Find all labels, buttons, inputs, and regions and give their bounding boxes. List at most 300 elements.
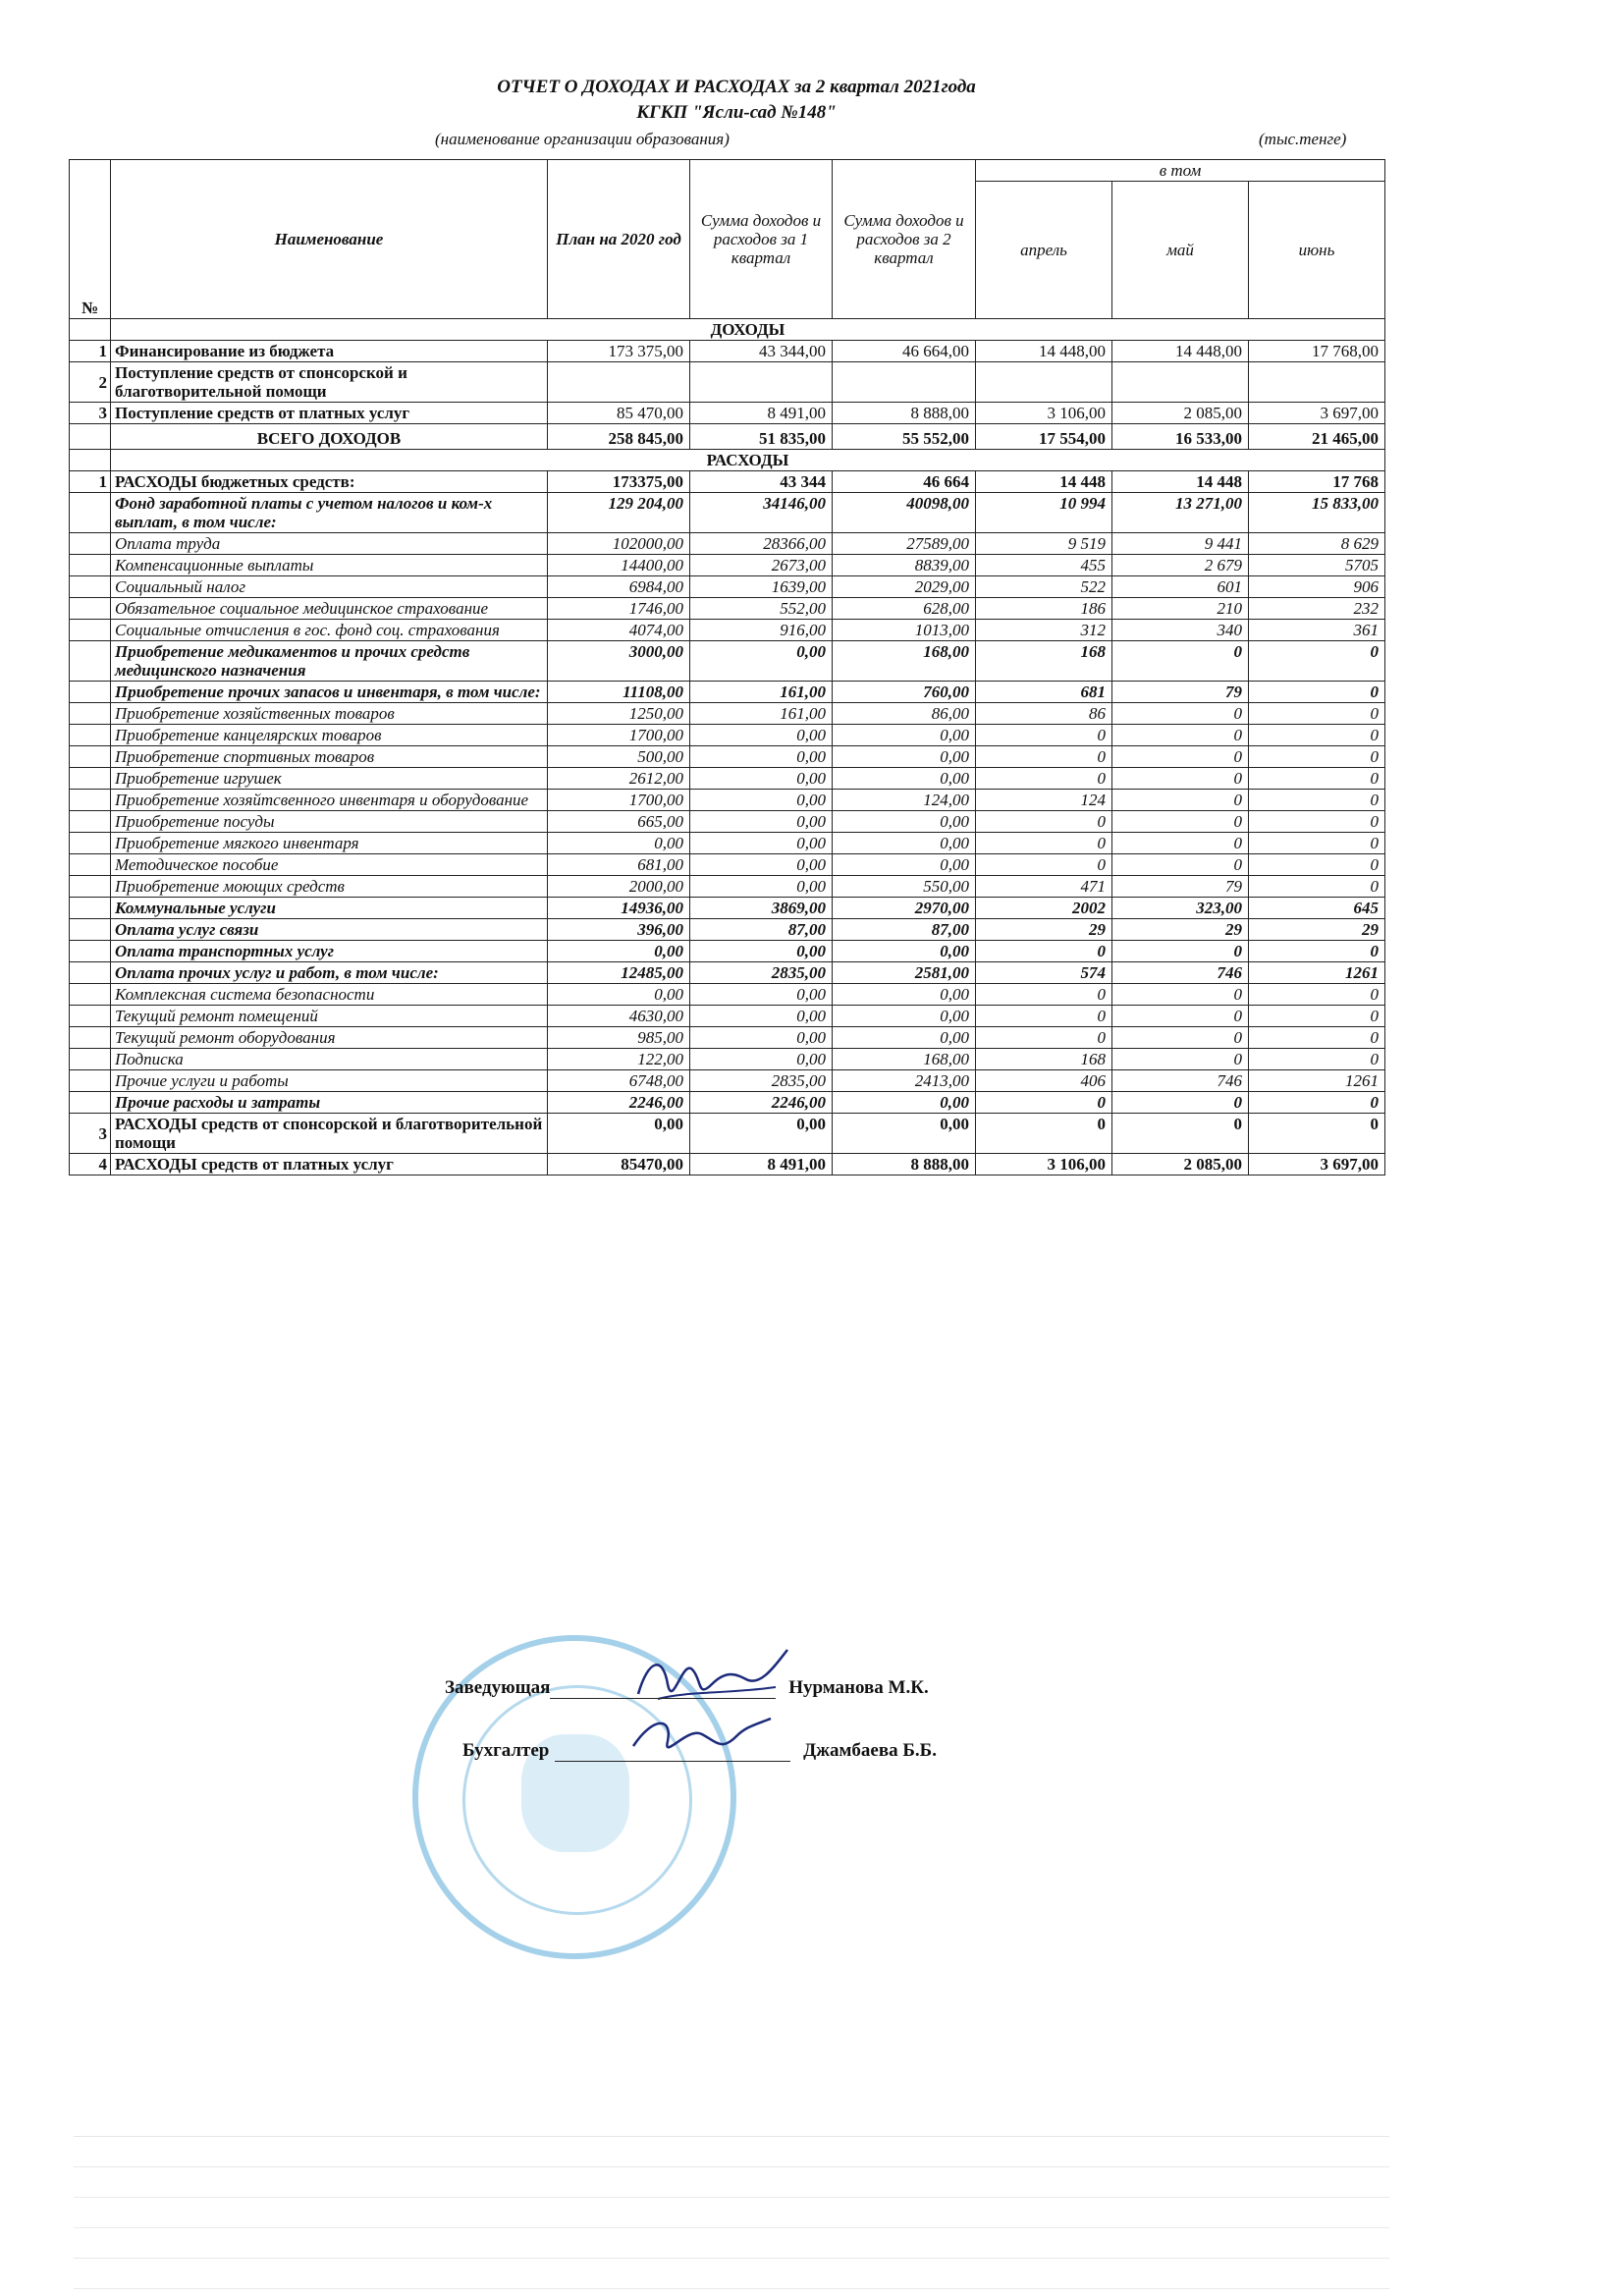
cell-q1: 34146,00 — [690, 493, 833, 533]
cell-q2: 2581,00 — [833, 962, 976, 984]
cell-may: 0 — [1112, 833, 1249, 854]
col-name-header: Наименование — [111, 160, 548, 319]
cell-apr: 29 — [976, 919, 1112, 941]
row-name: Прочие услуги и работы — [111, 1070, 548, 1092]
cell-may: 0 — [1112, 703, 1249, 725]
row-number — [70, 898, 111, 919]
cell-q2: 0,00 — [833, 811, 976, 833]
row-number: 4 — [70, 1154, 111, 1175]
cell-plan: 0,00 — [548, 1114, 690, 1154]
report-table — [69, 159, 1385, 1175]
cell-plan: 258 845,00 — [548, 424, 690, 450]
col-may-header: май — [1112, 182, 1249, 319]
row-number — [70, 941, 111, 962]
row-name: Приобретение прочих запасов и инвентаря, в том числе: — [111, 682, 548, 703]
cell-apr: 0 — [976, 1114, 1112, 1154]
cell-q2: 0,00 — [833, 984, 976, 1006]
row-name: Приобретение посуды — [111, 811, 548, 833]
cell-q2: 46 664 — [833, 471, 976, 493]
cell-plan: 122,00 — [548, 1049, 690, 1070]
row-name: Оплата труда — [111, 533, 548, 555]
table-row — [70, 403, 1385, 424]
row-name: Поступление средств от спонсорской и благотворительной помощи — [111, 362, 548, 403]
table-row — [70, 362, 1385, 403]
cell-may: 746 — [1112, 962, 1249, 984]
table-row — [70, 1006, 1385, 1027]
cell-apr: 86 — [976, 703, 1112, 725]
org-caption: (наименование организации образования) — [435, 130, 730, 148]
cell-jun: 0 — [1249, 1049, 1385, 1070]
cell-apr: 3 106,00 — [976, 403, 1112, 424]
table-row — [70, 1092, 1385, 1114]
table-row — [70, 703, 1385, 725]
cell-jun: 29 — [1249, 919, 1385, 941]
row-number — [70, 682, 111, 703]
row-name: Оплата услуг связи — [111, 919, 548, 941]
bleed-through-background — [74, 2136, 1389, 2294]
cell-q2: 0,00 — [833, 725, 976, 746]
table-row — [70, 1154, 1385, 1175]
cell-may: 2 085,00 — [1112, 1154, 1249, 1175]
row-name: Приобретение мягкого инвентаря — [111, 833, 548, 854]
cell-apr: 14 448 — [976, 471, 1112, 493]
cell-q2: 168,00 — [833, 1049, 976, 1070]
cell-jun: 3 697,00 — [1249, 1154, 1385, 1175]
cell-q1: 0,00 — [690, 1114, 833, 1154]
cell-may: 79 — [1112, 682, 1249, 703]
row-number — [70, 1027, 111, 1049]
cell-jun: 17 768,00 — [1249, 341, 1385, 362]
cell-q2: 40098,00 — [833, 493, 976, 533]
cell-plan: 0,00 — [548, 833, 690, 854]
row-name: Приобретение игрушек — [111, 768, 548, 790]
row-number — [70, 876, 111, 898]
cell-q1: 0,00 — [690, 768, 833, 790]
table-row — [70, 746, 1385, 768]
cell-may: 2 679 — [1112, 555, 1249, 576]
row-number: 3 — [70, 1114, 111, 1154]
cell-q1: 2835,00 — [690, 962, 833, 984]
row-number — [70, 1070, 111, 1092]
income-section-header — [70, 319, 1385, 341]
cell-apr: 14 448,00 — [976, 341, 1112, 362]
cell-q1: 28366,00 — [690, 533, 833, 555]
table-row — [70, 341, 1385, 362]
cell-apr: 17 554,00 — [976, 424, 1112, 450]
row-name: Текущий ремонт помещений — [111, 1006, 548, 1027]
cell-jun: 3 697,00 — [1249, 403, 1385, 424]
section-number-cell — [70, 319, 111, 341]
table-row — [70, 555, 1385, 576]
cell-q2: 0,00 — [833, 1114, 976, 1154]
col-april-header: апрель — [976, 182, 1112, 319]
cell-q2: 0,00 — [833, 833, 976, 854]
row-number — [70, 919, 111, 941]
row-number — [70, 984, 111, 1006]
cell-plan: 2612,00 — [548, 768, 690, 790]
cell-q1 — [690, 362, 833, 403]
row-number — [70, 598, 111, 620]
cell-may: 0 — [1112, 941, 1249, 962]
cell-apr: 168 — [976, 1049, 1112, 1070]
cell-q1: 51 835,00 — [690, 424, 833, 450]
row-number: 2 — [70, 362, 111, 403]
cell-apr: 186 — [976, 598, 1112, 620]
report-body — [70, 319, 1385, 1175]
cell-plan: 681,00 — [548, 854, 690, 876]
cell-plan: 1700,00 — [548, 725, 690, 746]
row-name: Финансирование из бюджета — [111, 341, 548, 362]
cell-apr: 574 — [976, 962, 1112, 984]
cell-apr: 455 — [976, 555, 1112, 576]
cell-jun: 17 768 — [1249, 471, 1385, 493]
cell-jun: 906 — [1249, 576, 1385, 598]
cell-apr: 3 106,00 — [976, 1154, 1112, 1175]
row-number — [70, 1049, 111, 1070]
cell-apr: 0 — [976, 1006, 1112, 1027]
cell-jun: 645 — [1249, 898, 1385, 919]
row-name: Коммунальные услуги — [111, 898, 548, 919]
cell-jun: 0 — [1249, 641, 1385, 682]
cell-may: 340 — [1112, 620, 1249, 641]
cell-q2: 2970,00 — [833, 898, 976, 919]
cell-q1: 0,00 — [690, 746, 833, 768]
row-number — [70, 533, 111, 555]
cell-q1: 43 344,00 — [690, 341, 833, 362]
cell-may: 0 — [1112, 1006, 1249, 1027]
cell-may: 0 — [1112, 1114, 1249, 1154]
cell-may: 14 448,00 — [1112, 341, 1249, 362]
cell-may: 0 — [1112, 768, 1249, 790]
col-q1-header: Сумма доходов и расходов за 1 квартал — [690, 160, 833, 319]
table-row — [70, 1114, 1385, 1154]
cell-q1: 43 344 — [690, 471, 833, 493]
cell-may: 0 — [1112, 811, 1249, 833]
cell-apr: 2002 — [976, 898, 1112, 919]
table-row — [70, 984, 1385, 1006]
cell-plan: 0,00 — [548, 941, 690, 962]
cell-q2: 760,00 — [833, 682, 976, 703]
row-number — [70, 493, 111, 533]
cell-q2: 2413,00 — [833, 1070, 976, 1092]
table-row — [70, 811, 1385, 833]
head-signature-line — [445, 1677, 929, 1699]
row-name: РАСХОДЫ бюджетных средств: — [111, 471, 548, 493]
cell-may: 29 — [1112, 919, 1249, 941]
cell-q1: 2246,00 — [690, 1092, 833, 1114]
cell-q2: 0,00 — [833, 941, 976, 962]
cell-jun: 0 — [1249, 725, 1385, 746]
cell-q1: 0,00 — [690, 790, 833, 811]
cell-apr: 312 — [976, 620, 1112, 641]
cell-jun: 0 — [1249, 703, 1385, 725]
row-number — [70, 746, 111, 768]
accountant-label: Бухгалтер — [462, 1740, 550, 1761]
row-number — [70, 1092, 111, 1114]
col-plan-header: План на 2020 год — [548, 160, 690, 319]
organization-title: КГКП "Ясли-сад №148" — [636, 102, 837, 123]
cell-q2: 550,00 — [833, 876, 976, 898]
table-row — [70, 790, 1385, 811]
cell-q1: 916,00 — [690, 620, 833, 641]
head-name: Нурманова М.К. — [788, 1677, 929, 1698]
table-row — [70, 576, 1385, 598]
table-row — [70, 725, 1385, 746]
cell-q1: 0,00 — [690, 811, 833, 833]
cell-may — [1112, 362, 1249, 403]
cell-plan: 1746,00 — [548, 598, 690, 620]
col-number-header: № — [70, 160, 111, 319]
table-row — [70, 1027, 1385, 1049]
cell-q1: 0,00 — [690, 876, 833, 898]
row-name: РАСХОДЫ средств от спонсорской и благотворительной помощи — [111, 1114, 548, 1154]
cell-may: 0 — [1112, 854, 1249, 876]
cell-may: 2 085,00 — [1112, 403, 1249, 424]
table-row — [70, 641, 1385, 682]
cell-may: 0 — [1112, 790, 1249, 811]
row-name: Приобретение медикаментов и прочих средств медицинского назначения — [111, 641, 548, 682]
cell-q1: 0,00 — [690, 941, 833, 962]
cell-jun: 232 — [1249, 598, 1385, 620]
cell-plan: 6748,00 — [548, 1070, 690, 1092]
cell-plan: 396,00 — [548, 919, 690, 941]
cell-apr: 681 — [976, 682, 1112, 703]
cell-apr: 0 — [976, 811, 1112, 833]
row-name: Компенсационные выплаты — [111, 555, 548, 576]
cell-q1: 0,00 — [690, 1049, 833, 1070]
cell-plan: 102000,00 — [548, 533, 690, 555]
cell-q2: 0,00 — [833, 1092, 976, 1114]
row-name: Приобретение моющих средств — [111, 876, 548, 898]
row-number — [70, 555, 111, 576]
section-title: ДОХОДЫ — [111, 319, 1385, 341]
row-number — [70, 725, 111, 746]
cell-plan: 173375,00 — [548, 471, 690, 493]
row-name: Обязательное социальное медицинское страхование — [111, 598, 548, 620]
cell-q2 — [833, 362, 976, 403]
cell-apr: 0 — [976, 984, 1112, 1006]
cell-jun: 0 — [1249, 876, 1385, 898]
cell-q2: 124,00 — [833, 790, 976, 811]
cell-jun: 0 — [1249, 941, 1385, 962]
section-title: РАСХОДЫ — [111, 450, 1385, 471]
table-row — [70, 876, 1385, 898]
cell-q1: 0,00 — [690, 725, 833, 746]
table-row — [70, 941, 1385, 962]
cell-q2: 8 888,00 — [833, 403, 976, 424]
table-row — [70, 919, 1385, 941]
cell-q1: 3869,00 — [690, 898, 833, 919]
cell-apr: 9 519 — [976, 533, 1112, 555]
row-name: Фонд заработной платы с учетом налогов и ком-х выплат, в том числе: — [111, 493, 548, 533]
cell-q1: 0,00 — [690, 984, 833, 1006]
row-number: 1 — [70, 471, 111, 493]
cell-q2: 0,00 — [833, 854, 976, 876]
row-name: ВСЕГО ДОХОДОВ — [111, 424, 548, 450]
cell-plan: 3000,00 — [548, 641, 690, 682]
cell-jun: 0 — [1249, 768, 1385, 790]
cell-apr: 0 — [976, 768, 1112, 790]
cell-jun: 0 — [1249, 1114, 1385, 1154]
row-number — [70, 703, 111, 725]
cell-plan: 2246,00 — [548, 1092, 690, 1114]
cell-q1: 161,00 — [690, 682, 833, 703]
cell-jun: 0 — [1249, 1006, 1385, 1027]
cell-may: 746 — [1112, 1070, 1249, 1092]
row-number — [70, 424, 111, 450]
cell-apr: 0 — [976, 1027, 1112, 1049]
row-name: Поступление средств от платных услуг — [111, 403, 548, 424]
table-row — [70, 598, 1385, 620]
cell-plan: 4630,00 — [548, 1006, 690, 1027]
col-q2-header: Сумма доходов и расходов за 2 квартал — [833, 160, 976, 319]
cell-apr: 406 — [976, 1070, 1112, 1092]
cell-q1: 0,00 — [690, 641, 833, 682]
cell-q1: 161,00 — [690, 703, 833, 725]
cell-may: 14 448 — [1112, 471, 1249, 493]
cell-jun: 15 833,00 — [1249, 493, 1385, 533]
cell-apr: 0 — [976, 833, 1112, 854]
table-row — [70, 962, 1385, 984]
cell-q1: 87,00 — [690, 919, 833, 941]
row-number — [70, 833, 111, 854]
col-in-total-header: в том — [976, 160, 1385, 182]
row-name: Приобретение спортивных товаров — [111, 746, 548, 768]
cell-jun: 0 — [1249, 682, 1385, 703]
cell-may: 0 — [1112, 1027, 1249, 1049]
cell-q2: 0,00 — [833, 746, 976, 768]
income-total-row — [70, 424, 1385, 450]
table-row — [70, 620, 1385, 641]
cell-q2: 0,00 — [833, 1027, 976, 1049]
cell-plan: 2000,00 — [548, 876, 690, 898]
row-number: 1 — [70, 341, 111, 362]
table-row — [70, 682, 1385, 703]
cell-may: 601 — [1112, 576, 1249, 598]
cell-apr: 0 — [976, 854, 1112, 876]
row-number — [70, 854, 111, 876]
cell-may: 323,00 — [1112, 898, 1249, 919]
cell-jun — [1249, 362, 1385, 403]
cell-q2: 87,00 — [833, 919, 976, 941]
cell-plan: 985,00 — [548, 1027, 690, 1049]
cell-apr — [976, 362, 1112, 403]
col-june-header: июнь — [1249, 182, 1385, 319]
cell-plan: 12485,00 — [548, 962, 690, 984]
section-number-cell — [70, 450, 111, 471]
cell-apr: 0 — [976, 1092, 1112, 1114]
cell-may: 79 — [1112, 876, 1249, 898]
table-row — [70, 1049, 1385, 1070]
cell-q2: 168,00 — [833, 641, 976, 682]
cell-apr: 0 — [976, 746, 1112, 768]
cell-jun: 0 — [1249, 811, 1385, 833]
table-row — [70, 533, 1385, 555]
cell-apr: 0 — [976, 941, 1112, 962]
cell-q1: 0,00 — [690, 854, 833, 876]
cell-may: 0 — [1112, 641, 1249, 682]
table-row — [70, 471, 1385, 493]
cell-plan: 85 470,00 — [548, 403, 690, 424]
cell-q2: 55 552,00 — [833, 424, 976, 450]
row-name: Текущий ремонт оборудования — [111, 1027, 548, 1049]
cell-may: 210 — [1112, 598, 1249, 620]
cell-may: 13 271,00 — [1112, 493, 1249, 533]
cell-jun: 1261 — [1249, 1070, 1385, 1092]
row-name: Методическое пособие — [111, 854, 548, 876]
cell-may: 0 — [1112, 1049, 1249, 1070]
cell-q1: 1639,00 — [690, 576, 833, 598]
cell-plan — [548, 362, 690, 403]
row-name: Приобретение хозяйственных товаров — [111, 703, 548, 725]
cell-q2: 0,00 — [833, 768, 976, 790]
cell-jun: 5705 — [1249, 555, 1385, 576]
cell-may: 0 — [1112, 746, 1249, 768]
row-name: Комплексная система безопасности — [111, 984, 548, 1006]
cell-q2: 628,00 — [833, 598, 976, 620]
cell-apr: 168 — [976, 641, 1112, 682]
table-row — [70, 854, 1385, 876]
cell-plan: 6984,00 — [548, 576, 690, 598]
expense-section-header — [70, 450, 1385, 471]
cell-jun: 21 465,00 — [1249, 424, 1385, 450]
units-caption: (тыс.тенге) — [1259, 130, 1347, 148]
cell-q2: 27589,00 — [833, 533, 976, 555]
cell-apr: 471 — [976, 876, 1112, 898]
row-name: Приобретение канцелярских товаров — [111, 725, 548, 746]
cell-plan: 129 204,00 — [548, 493, 690, 533]
row-number — [70, 641, 111, 682]
row-number — [70, 962, 111, 984]
cell-may: 0 — [1112, 1092, 1249, 1114]
accountant-name: Джамбаева Б.Б. — [803, 1740, 937, 1761]
row-name: РАСХОДЫ средств от платных услуг — [111, 1154, 548, 1175]
cell-may: 0 — [1112, 984, 1249, 1006]
cell-plan: 4074,00 — [548, 620, 690, 641]
row-name: Подписка — [111, 1049, 548, 1070]
cell-q1: 2673,00 — [690, 555, 833, 576]
cell-apr: 10 994 — [976, 493, 1112, 533]
table-row — [70, 493, 1385, 533]
accountant-signature-line — [462, 1740, 937, 1762]
cell-q2: 46 664,00 — [833, 341, 976, 362]
cell-plan: 665,00 — [548, 811, 690, 833]
row-number — [70, 576, 111, 598]
cell-q1: 8 491,00 — [690, 403, 833, 424]
cell-apr: 0 — [976, 725, 1112, 746]
cell-jun: 361 — [1249, 620, 1385, 641]
row-name: Прочие расходы и затраты — [111, 1092, 548, 1114]
cell-jun: 0 — [1249, 746, 1385, 768]
row-name: Приобретение хозяйтсвенного инвентаря и оборудование — [111, 790, 548, 811]
cell-jun: 8 629 — [1249, 533, 1385, 555]
cell-apr: 124 — [976, 790, 1112, 811]
cell-q1: 8 491,00 — [690, 1154, 833, 1175]
cell-q2: 0,00 — [833, 1006, 976, 1027]
cell-plan: 1250,00 — [548, 703, 690, 725]
cell-jun: 0 — [1249, 1092, 1385, 1114]
table-row — [70, 833, 1385, 854]
cell-q1: 0,00 — [690, 1006, 833, 1027]
cell-plan: 173 375,00 — [548, 341, 690, 362]
cell-may: 0 — [1112, 725, 1249, 746]
cell-jun: 1261 — [1249, 962, 1385, 984]
row-name: Оплата транспортных услуг — [111, 941, 548, 962]
table-row — [70, 898, 1385, 919]
cell-plan: 0,00 — [548, 984, 690, 1006]
row-number — [70, 620, 111, 641]
cell-jun: 0 — [1249, 833, 1385, 854]
